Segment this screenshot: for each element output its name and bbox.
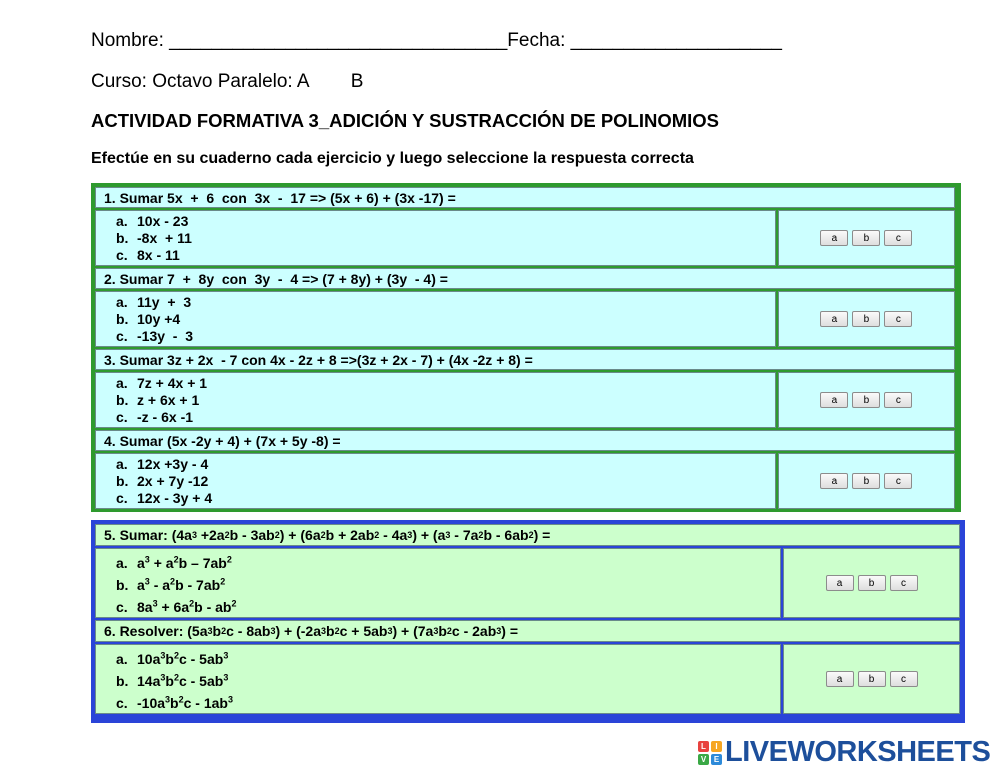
answer-c-button[interactable]: c <box>884 311 912 327</box>
option-item <box>116 692 780 714</box>
option-text: 8x - 11 <box>137 247 180 263</box>
option-item <box>116 230 775 247</box>
option-item <box>116 574 780 596</box>
option-text: $14a^3b^2c - 5ab^3$ <box>137 672 229 689</box>
question-5-options <box>95 548 781 618</box>
question-2-title: 2. Sumar 7 + 8y con 3y - 4 => (7 + 8y) + (3y - 4) = <box>95 268 955 289</box>
question-6-options <box>95 644 781 714</box>
question-3-answer-buttons <box>778 372 955 428</box>
liveworksheets-mark-icon <box>698 741 722 765</box>
answer-c-button[interactable]: c <box>890 671 918 687</box>
option-text: -13y - 3 <box>137 328 194 344</box>
option-item <box>116 392 775 409</box>
question-1-title: 1. Sumar 5x + 6 con 3x - 17 => (5x + 6) + (3x -17) = <box>95 187 955 208</box>
option-letter: c. <box>116 409 128 425</box>
nombre-fecha-line: Nombre: ________________________________Fecha: ____________________ <box>91 30 782 51</box>
option-letter: a. <box>116 456 128 472</box>
logo-mark-letter: E <box>711 754 722 765</box>
answer-c-button[interactable]: c <box>890 575 918 591</box>
option-letter: b. <box>116 577 129 593</box>
question-4-answer-row <box>95 453 955 509</box>
option-letter: b. <box>116 392 129 408</box>
question-2-answer-buttons <box>778 291 955 347</box>
option-letter: b. <box>116 311 129 327</box>
option-text: 10x - 23 <box>137 213 189 229</box>
option-text: $8a^3 + 6a^2b - ab^2$ <box>137 598 237 615</box>
option-item <box>116 596 780 618</box>
answer-b-button[interactable]: b <box>858 575 886 591</box>
question-5-answer-buttons <box>783 548 960 618</box>
option-item <box>116 552 780 574</box>
option-letter: b. <box>116 230 129 246</box>
option-letter: c. <box>116 695 128 711</box>
option-text: 7z + 4x + 1 <box>137 375 208 391</box>
question-5-answer-row <box>95 548 960 618</box>
answer-a-button[interactable]: a <box>820 473 848 489</box>
question-3-options <box>95 372 776 428</box>
answer-b-button[interactable]: b <box>852 230 880 246</box>
option-letter: c. <box>116 328 128 344</box>
option-letter: c. <box>116 490 128 506</box>
question-3-title: 3. Sumar 3z + 2x - 7 con 4x - 2z + 8 =>(3z + 2x - 7) + (4x -2z + 8) = <box>95 349 955 370</box>
liveworksheets-logo <box>698 736 990 769</box>
option-text: -z - 6x -1 <box>137 409 194 425</box>
option-item <box>116 490 775 507</box>
option-item <box>116 311 775 328</box>
option-text: $a^3 + a^2b - 7ab^2$ <box>137 554 232 571</box>
exercise-block-1 <box>91 183 961 512</box>
option-text: -8x + 11 <box>137 230 192 246</box>
option-letter: b. <box>116 673 129 689</box>
question-4-options <box>95 453 776 509</box>
option-letter: a. <box>116 555 128 571</box>
question-5-title: 5. Sumar: (4a 3 +2a 2 b - 3ab 2 ) + (6a 2 b + 2ab 2 - 4a 3 ) + (a 3 - 7a 2 b - 6ab 2 ) = <box>95 524 960 546</box>
answer-b-button[interactable]: b <box>852 473 880 489</box>
answer-a-button[interactable]: a <box>820 311 848 327</box>
option-text: z + 6x + 1 <box>137 392 200 408</box>
option-letter: a. <box>116 651 128 667</box>
option-letter: a. <box>116 375 128 391</box>
option-item <box>116 294 775 311</box>
instructions: Efectúe en su cuaderno cada ejercicio y luego seleccione la respuesta correcta <box>91 150 694 167</box>
answer-a-button[interactable]: a <box>826 671 854 687</box>
worksheet-title: ACTIVIDAD FORMATIVA 3_ADICIÓN Y SUSTRACCIÓN DE POLINOMIOS <box>91 110 720 131</box>
logo-mark-letter: I <box>711 741 722 752</box>
option-text: $-10a^3b^2c - 1ab^3$ <box>137 694 233 711</box>
logo-text: LIVEWORKSHEETS <box>725 736 991 768</box>
option-text: $a^3 - a^2b - 7ab^2$ <box>137 576 226 593</box>
option-item <box>116 456 775 473</box>
answer-b-button[interactable]: b <box>858 671 886 687</box>
question-6-title: 6. Resolver: (5a 3 b 2 c - 8ab 3 ) + (-2a 3 b 2 c + 5ab 3 ) + (7a 3 b 2 c - 2ab 3 ) = <box>95 620 960 642</box>
answer-c-button[interactable]: c <box>884 473 912 489</box>
answer-b-button[interactable]: b <box>852 311 880 327</box>
question-1-answer-buttons <box>778 210 955 266</box>
option-letter: a. <box>116 213 128 229</box>
answer-a-button[interactable]: a <box>826 575 854 591</box>
question-1-answer-row <box>95 210 955 266</box>
question-6-answer-buttons <box>783 644 960 714</box>
logo-mark-letter: L <box>698 741 709 752</box>
answer-a-button[interactable]: a <box>820 230 848 246</box>
question-2-options <box>95 291 776 347</box>
answer-b-button[interactable]: b <box>852 392 880 408</box>
option-text: 12x +3y - 4 <box>137 456 209 472</box>
option-item <box>116 648 780 670</box>
option-item <box>116 409 775 426</box>
option-item <box>116 375 775 392</box>
option-letter: a. <box>116 294 128 310</box>
option-letter: c. <box>116 599 128 615</box>
question-2-answer-row <box>95 291 955 347</box>
answer-a-button[interactable]: a <box>820 392 848 408</box>
answer-c-button[interactable]: c <box>884 230 912 246</box>
question-6-answer-row <box>95 644 960 714</box>
option-text: 11y + 3 <box>137 294 192 310</box>
curso-line: Curso: Octavo Paralelo: A B <box>91 71 364 92</box>
option-item <box>116 247 775 264</box>
option-letter: c. <box>116 247 128 263</box>
question-3-answer-row <box>95 372 955 428</box>
question-1-options <box>95 210 776 266</box>
option-letter: b. <box>116 473 129 489</box>
option-item <box>116 670 780 692</box>
option-item <box>116 213 775 230</box>
exercise-block-2 <box>91 520 965 723</box>
option-item <box>116 473 775 490</box>
logo-mark-letter: V <box>698 754 709 765</box>
question-4-answer-buttons <box>778 453 955 509</box>
option-item <box>116 328 775 345</box>
option-text: $10a^3b^2c - 5ab^3$ <box>137 650 229 667</box>
option-text: 2x + 7y -12 <box>137 473 209 489</box>
answer-c-button[interactable]: c <box>884 392 912 408</box>
option-text: 10y +4 <box>137 311 181 327</box>
question-4-title: 4. Sumar (5x -2y + 4) + (7x + 5y -8) = <box>95 430 955 451</box>
option-text: 12x - 3y + 4 <box>137 490 213 506</box>
